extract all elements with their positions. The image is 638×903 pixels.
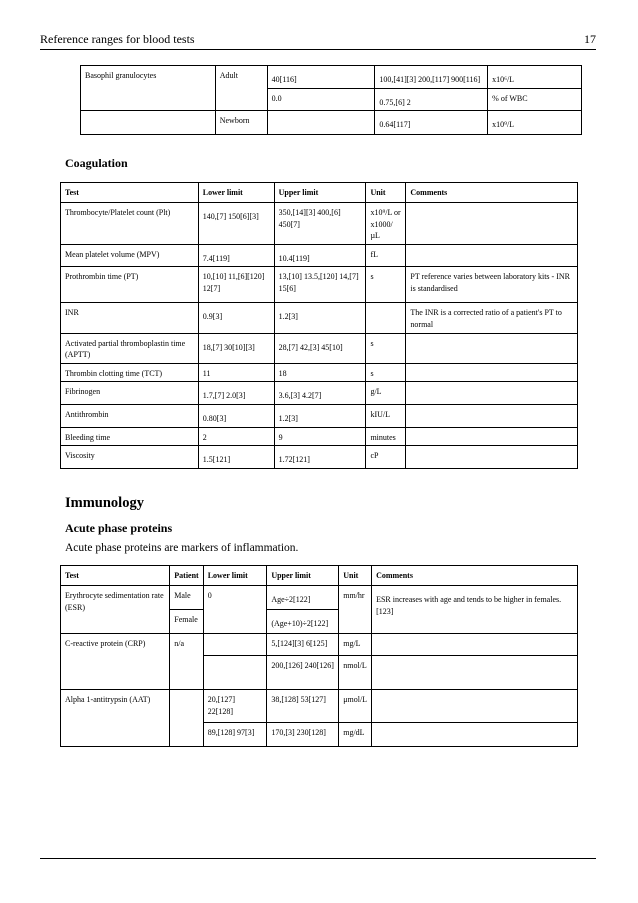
table-cell: 11 xyxy=(198,363,274,382)
table-cell: mg/dL xyxy=(339,723,372,747)
table-cell: 1.2[3] xyxy=(274,404,366,427)
table-cell: Erythrocyte sedimentation rate (ESR) xyxy=(61,586,170,634)
table-cell: Fibrinogen xyxy=(61,382,199,405)
table-row xyxy=(81,111,582,135)
table-cell: Prothrombin time (PT) xyxy=(61,267,199,303)
table-row xyxy=(61,382,578,405)
table-cell: s xyxy=(366,333,406,363)
acute-phase-table xyxy=(60,565,578,747)
table-row xyxy=(61,363,578,382)
column-header: Unit xyxy=(366,183,406,203)
table-cell: x10⁹/L or x1000/µL xyxy=(366,203,406,245)
table-cell: 5,[124][3] 6[125] xyxy=(267,634,339,656)
table-cell: 350,[14][3] 400,[6] 450[7] xyxy=(274,203,366,245)
table-cell xyxy=(366,303,406,333)
table-row xyxy=(61,446,578,469)
table-cell: C-reactive protein (CRP) xyxy=(61,634,170,690)
table-cell xyxy=(406,446,578,469)
table-cell: 170,[3] 230[128] xyxy=(267,723,339,747)
table-cell: 0.75,[6] 2 xyxy=(375,88,488,111)
table-row xyxy=(61,333,578,363)
table-row xyxy=(61,586,578,610)
table-cell: s xyxy=(366,267,406,303)
table-row xyxy=(61,634,578,656)
table-header-row xyxy=(61,566,578,586)
column-header: Test xyxy=(61,566,170,586)
page-number: 17 xyxy=(584,32,596,46)
table-cell: 40[116] xyxy=(267,66,375,89)
column-header: Test xyxy=(61,183,199,203)
column-header: Comments xyxy=(372,566,578,586)
table-cell: 0 xyxy=(203,586,267,634)
table-cell: 18,[7] 30[10][3] xyxy=(198,333,274,363)
table-cell: mg/L xyxy=(339,634,372,656)
table-cell: minutes xyxy=(366,427,406,446)
table-cell xyxy=(372,690,578,723)
table-cell: 1.72[121] xyxy=(274,446,366,469)
basophil-table xyxy=(80,65,582,135)
table-row xyxy=(61,303,578,333)
table-cell: Basophil granulocytes xyxy=(81,66,216,111)
table-cell: 0.9[3] xyxy=(198,303,274,333)
table-cell: 10,[10] 11,[6][120] 12[7] xyxy=(198,267,274,303)
table-cell: 1.2[3] xyxy=(274,303,366,333)
table-cell: nmol/L xyxy=(339,656,372,690)
table-cell xyxy=(406,244,578,267)
table-cell xyxy=(406,363,578,382)
table-cell: x10⁹/L xyxy=(488,111,582,135)
table-cell: n/a xyxy=(170,634,203,690)
page-header-title: Reference ranges for blood tests xyxy=(40,32,195,46)
table-cell: 200,[126] 240[126] xyxy=(267,656,339,690)
table-cell: g/L xyxy=(366,382,406,405)
table-cell: Male xyxy=(170,586,203,610)
table-row xyxy=(61,690,578,723)
footer-rule xyxy=(40,858,596,859)
table-cell: mm/hr xyxy=(339,586,372,634)
table-cell: 0.80[3] xyxy=(198,404,274,427)
table-cell xyxy=(203,634,267,656)
column-header: Upper limit xyxy=(267,566,339,586)
table-cell: (Age+10)÷2[122] xyxy=(267,610,339,634)
table-cell: 38,[128] 53[127] xyxy=(267,690,339,723)
table-cell: s xyxy=(366,363,406,382)
table-cell xyxy=(406,404,578,427)
table-cell: Age÷2[122] xyxy=(267,586,339,610)
table-cell: Thrombocyte/Platelet count (Plt) xyxy=(61,203,199,245)
table-cell: Alpha 1-antitrypsin (AAT) xyxy=(61,690,170,747)
table-cell xyxy=(406,382,578,405)
table-cell: Activated partial thromboplastin time (APTT) xyxy=(61,333,199,363)
table-row xyxy=(61,244,578,267)
table-cell: Viscosity xyxy=(61,446,199,469)
table-header-row xyxy=(61,183,578,203)
table-cell: 140,[7] 150[6][3] xyxy=(198,203,274,245)
column-header: Unit xyxy=(339,566,372,586)
table-cell: 3.6,[3] 4.2[7] xyxy=(274,382,366,405)
table-cell: 7.4[119] xyxy=(198,244,274,267)
coagulation-heading: Coagulation xyxy=(65,156,128,170)
acute-phase-paragraph: Acute phase proteins are markers of inflammation. xyxy=(65,542,299,554)
table-row xyxy=(81,66,582,89)
table-cell: Mean platelet volume (MPV) xyxy=(61,244,199,267)
table-cell: % of WBC xyxy=(488,88,582,111)
table-cell: kIU/L xyxy=(366,404,406,427)
column-header: Lower limit xyxy=(198,183,274,203)
table-cell: 13,[10] 13.5,[120] 14,[7] 15[6] xyxy=(274,267,366,303)
table-row xyxy=(61,267,578,303)
page-header xyxy=(40,32,596,50)
column-header: Comments xyxy=(406,183,578,203)
table-cell xyxy=(267,111,375,135)
table-cell: μmol/L xyxy=(339,690,372,723)
table-cell xyxy=(81,111,216,135)
table-row xyxy=(61,427,578,446)
table-cell: 20,[127] 22[128] xyxy=(203,690,267,723)
acute-phase-subheading: Acute phase proteins xyxy=(65,521,173,535)
coagulation-table xyxy=(60,182,578,469)
table-cell: ESR increases with age and tends to be higher in females.[123] xyxy=(372,586,578,634)
table-cell: The INR is a corrected ratio of a patient's PT to normal xyxy=(406,303,578,333)
table-cell: 0.0 xyxy=(267,88,375,111)
table-cell: Thrombin clotting time (TCT) xyxy=(61,363,199,382)
table-cell: x10⁶/L xyxy=(488,66,582,89)
table-cell xyxy=(406,333,578,363)
table-cell: PT reference varies between laboratory kits - INR is standardised xyxy=(406,267,578,303)
table-cell: 89,[128] 97[3] xyxy=(203,723,267,747)
table-cell: 100,[41][3] 200,[117] 900[116] xyxy=(375,66,488,89)
table-cell xyxy=(406,203,578,245)
table-cell xyxy=(372,634,578,656)
table-cell xyxy=(203,656,267,690)
table-cell: 2 xyxy=(198,427,274,446)
column-header: Lower limit xyxy=(203,566,267,586)
table-row xyxy=(61,203,578,245)
table-cell xyxy=(372,656,578,690)
table-cell: Newborn xyxy=(215,111,267,135)
table-cell: 1.5[121] xyxy=(198,446,274,469)
table-cell: 0.64[117] xyxy=(375,111,488,135)
column-header: Upper limit xyxy=(274,183,366,203)
table-cell: 18 xyxy=(274,363,366,382)
table-cell: fL xyxy=(366,244,406,267)
table-cell: 9 xyxy=(274,427,366,446)
table-row xyxy=(61,404,578,427)
table-cell: 1.7,[7] 2.0[3] xyxy=(198,382,274,405)
table-cell: Antithrombin xyxy=(61,404,199,427)
table-cell: cP xyxy=(366,446,406,469)
table-cell: 10.4[119] xyxy=(274,244,366,267)
immunology-heading: Immunology xyxy=(65,495,144,511)
table-cell: Female xyxy=(170,610,203,634)
table-cell xyxy=(170,690,203,747)
table-cell: Adult xyxy=(215,66,267,111)
table-cell: 28,[7] 42,[3] 45[10] xyxy=(274,333,366,363)
table-cell xyxy=(372,723,578,747)
table-cell xyxy=(406,427,578,446)
table-cell: INR xyxy=(61,303,199,333)
column-header: Patient xyxy=(170,566,203,586)
table-cell: Bleeding time xyxy=(61,427,199,446)
